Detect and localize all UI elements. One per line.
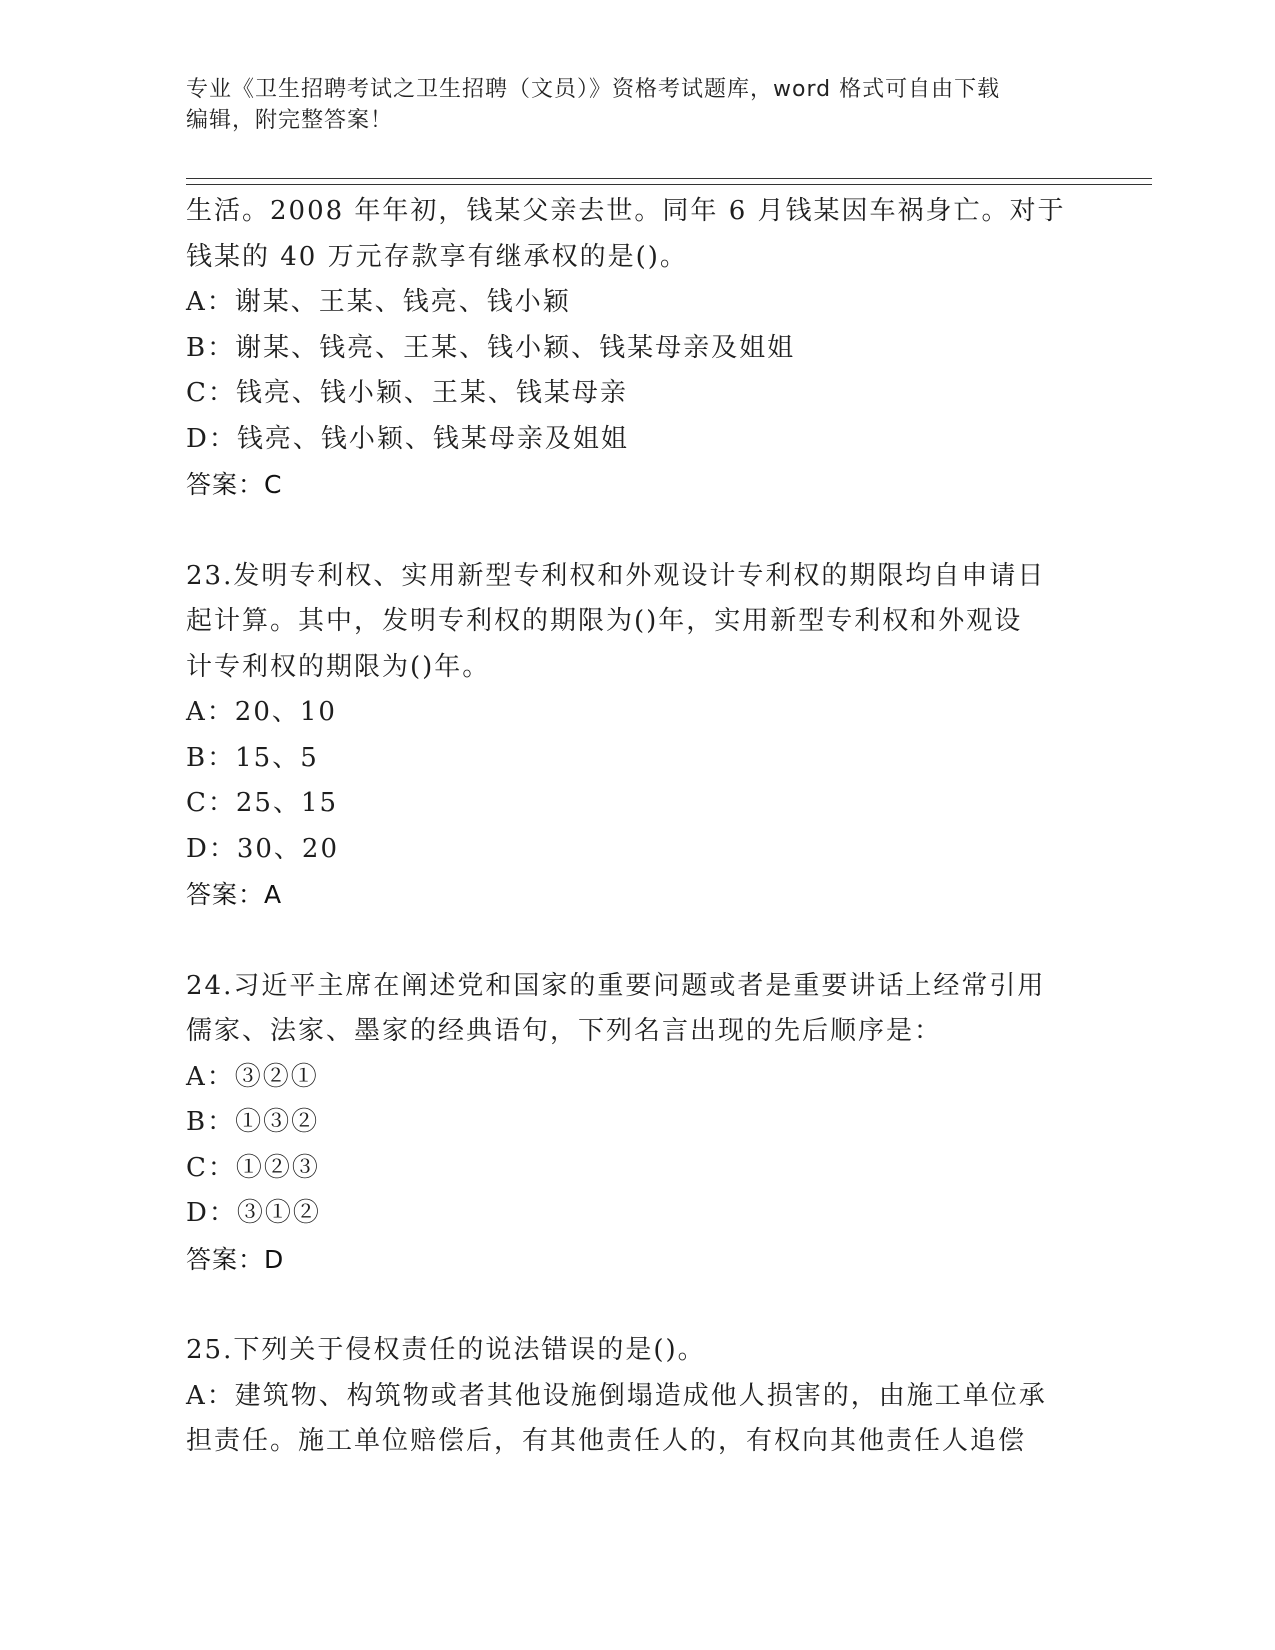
question-25 [186, 1328, 1086, 1465]
option-c: C：钱亮、钱小颖、王某、钱某母亲 [186, 378, 628, 408]
option-a: A：谢某、王某、钱亮、钱小颖 [186, 287, 571, 317]
question-text-line: 24.习近平主席在阐述党和国家的重要问题或者是重要讲话上经常引用 [186, 970, 1046, 1001]
question-22 [186, 189, 1086, 508]
question-text-line: 25.下列关于侵权责任的说法错误的是()。 [186, 1335, 706, 1365]
option-a: A：建筑物、构筑物或者其他设施倒塌造成他人损害的，由施工单位承 [186, 1380, 1047, 1411]
answer-line: 答案：D [186, 1244, 285, 1274]
spacer [186, 508, 1086, 554]
document-header [186, 74, 1066, 136]
header-rule-bottom [186, 184, 1152, 185]
question-24 [186, 964, 1086, 1283]
answer-line: 答案：A [186, 880, 283, 909]
header-rule-top [186, 178, 1152, 179]
option-d: D：30、20 [186, 833, 340, 864]
question-text-line: 钱某的 40 万元存款享有继承权的是()。 [186, 241, 688, 272]
option-c: C：①②③ [186, 1152, 320, 1183]
header-line-1: 专业《卫生招聘考试之卫生招聘（文员）》资格考试题库，word 格式可自由下载 [186, 77, 1001, 102]
option-a-continued: 担责任。施工单位赔偿后，有其他责任人的，有权向其他责任人追偿 [186, 1426, 1027, 1456]
question-23 [186, 554, 1086, 918]
answer-line: 答案：C [186, 470, 283, 499]
option-d: D：③①② [186, 1198, 321, 1228]
option-b: B：15、5 [186, 742, 319, 773]
header-line-2: 编辑，附完整答案！ [186, 108, 394, 133]
question-text-line: 23.发明专利权、实用新型专利权和外观设计专利权的期限均自申请日 [186, 560, 1046, 591]
question-text-line: 起计算。其中，发明专利权的期限为()年，实用新型专利权和外观设 [186, 606, 1023, 636]
question-text-line: 计专利权的期限为()年。 [186, 651, 491, 682]
option-b: B：①③② [186, 1107, 320, 1137]
option-a: A：③②① [186, 1061, 319, 1092]
document-body [186, 189, 1086, 1465]
spacer [186, 1282, 1086, 1328]
question-text-line: 生活。2008 年年初，钱某父亲去世。同年 6 月钱某因车祸身亡。对于 [186, 196, 1066, 226]
question-text-line: 儒家、法家、墨家的经典语句，下列名言出现的先后顺序是： [186, 1016, 943, 1046]
option-b: B：谢某、钱亮、王某、钱小颖、钱某母亲及姐姐 [186, 332, 796, 363]
option-c: C：25、15 [186, 788, 339, 818]
spacer [186, 918, 1086, 964]
option-d: D：钱亮、钱小颖、钱某母亲及姐姐 [186, 423, 629, 454]
option-a: A：20、10 [186, 697, 337, 727]
